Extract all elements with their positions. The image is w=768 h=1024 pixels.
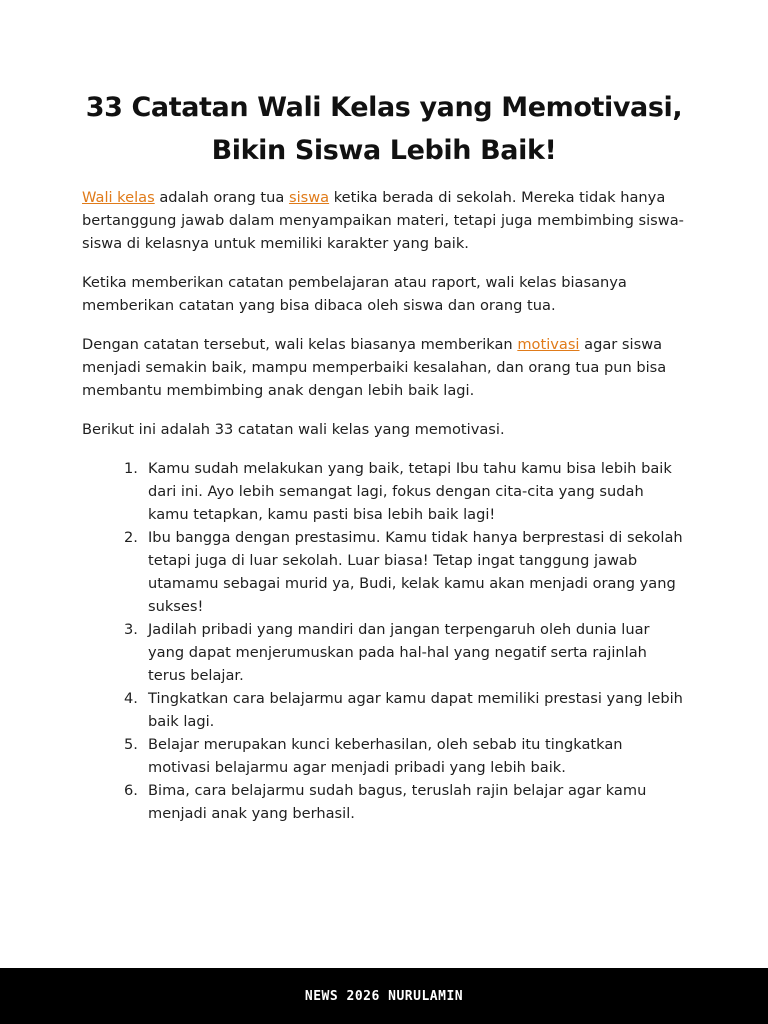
list-item — [126, 618, 686, 687]
list-number: 3. — [124, 621, 138, 638]
siswa-link[interactable]: siswa — [288, 189, 330, 206]
list-text: Ibu bangga dengan prestasimu. Kamu tidak hanya berprestasi di sekolah tetapi juga di luar sekolah. Luar biasa! Tetap ingat tanggung jawab utamamu sebagai murid ya, Budi, kelak kamu akan menjadi orang yang sukses! — [148, 529, 683, 615]
motivasi-text-1: Dengan catatan tersebut, wali kelas biasanya memberikan — [82, 336, 518, 353]
list-text: Jadilah pribadi yang mandiri dan jangan terpengaruh oleh dunia luar yang dapat menjerumuskan pada hal-hal yang negatif serta rajinlah terus belajar. — [148, 621, 650, 684]
list-intro: Berikut ini adalah 33 catatan wali kelas yang memotivasi. — [82, 421, 505, 438]
intro-text-2: ketika berada di sekolah. Mereka tidak hanya bertanggung jawab dalam menyampaikan materi, tetapi juga membimbing siswa-siswa di kelasnya untuk memiliki karakter yang baik. — [82, 189, 684, 252]
list-item — [126, 457, 686, 526]
list-number: 4. — [124, 690, 138, 707]
list-number: 2. — [124, 529, 138, 546]
list-number: 5. — [124, 736, 138, 753]
footer-text: NEWS 2026 NURULAMIN — [304, 988, 464, 1004]
list-text: Bima, cara belajarmu sudah bagus, teruslah rajin belajar agar kamu menjadi anak yang berhasil. — [148, 782, 647, 822]
intro-paragraph — [82, 186, 686, 255]
article — [82, 86, 686, 825]
list-item — [126, 526, 686, 618]
list-text: Belajar merupakan kunci keberhasilan, oleh sebab itu tingkatkan motivasi belajarmu agar menjadi pribadi yang lebih baik. — [148, 736, 623, 776]
list-number: 6. — [124, 782, 138, 799]
paragraph-raport: Ketika memberikan catatan pembelajaran atau raport, wali kelas biasanya memberikan catatan yang bisa dibaca oleh siswa dan orang tua. — [82, 274, 627, 314]
list-item — [126, 779, 686, 825]
wali-kelas-link[interactable]: Wali kelas — [82, 189, 155, 206]
motivasi-text-2: agar siswa menjadi semakin baik, mampu memperbaiki kesalahan, dan orang tua pun bisa membantu membimbing anak dengan lebih baik lagi. — [82, 336, 667, 399]
list-text: Kamu sudah melakukan yang baik, tetapi Ibu tahu kamu bisa lebih baik dari ini. Ayo lebih semangat lagi, fokus dengan cita-cita yang sudah kamu tetapkan, kamu pasti bisa lebih baik lagi! — [148, 460, 672, 523]
list-text: Tingkatkan cara belajarmu agar kamu dapat memiliki prestasi yang lebih baik lagi. — [148, 690, 683, 730]
notes-list — [82, 457, 686, 825]
article-title: 33 Catatan Wali Kelas yang Memotivasi, Bikin Siswa Lebih Baik! — [85, 92, 683, 166]
list-item — [126, 733, 686, 779]
footer-bar — [0, 968, 768, 1024]
list-item — [126, 687, 686, 733]
intro-text-1: adalah orang tua — [154, 189, 289, 206]
motivasi-link[interactable]: motivasi — [517, 336, 580, 353]
paragraph-motivasi — [82, 333, 686, 402]
list-number: 1. — [124, 460, 138, 477]
